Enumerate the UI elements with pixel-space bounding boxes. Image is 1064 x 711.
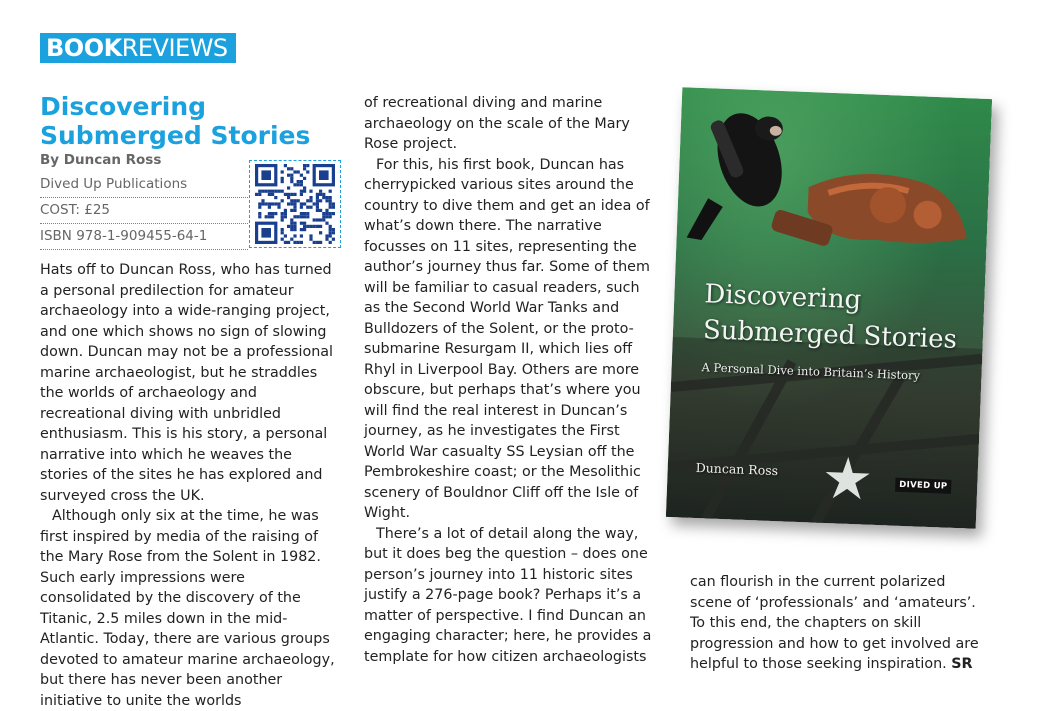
section-banner-light: REVIEWS: [121, 34, 228, 62]
column-1: [40, 260, 340, 711]
qr-code-icon: [255, 164, 335, 244]
isbn: ISBN 978-1-909455-64-1: [40, 224, 248, 250]
paragraph-4: There’s a lot of detail along the way, but it does beg the question – does one person’s journey into 11 historic sites justify a 276-page book? Perhaps it’s a matter of perspective. I find Duncan an engaging character; here, he provides a template for how citizen archaeologists: [364, 525, 652, 665]
section-banner: [40, 33, 236, 63]
column-2: [364, 93, 654, 667]
paragraph-2: Although only six at the time, he was first inspired by media of the raising of the Mary Rose from the Solent in 1982. Such early impressions were consolidated by the discovery of the Titanic, 2.5 miles down in the mid-Atlantic. Today, there are various groups devoted to amateur marine archaeology, but there has never been another initiative to unite the worlds: [40, 508, 335, 709]
book-cover-author: Duncan Ross: [695, 460, 779, 479]
book-cover-image: [666, 87, 992, 529]
paragraph-3: For this, his first book, Duncan has cherrypicked various sites around the country to dive them and get an idea of what’s down there. The narrative focusses on 11 sites, representing the author’s journey thus far. Some of them will be familiar to casual readers, such as the Second World War Tanks and Bulldozers of the Solent, or the proto-submarine Resurgam II, which lies off Rhyl in Liverpool Bay. Others are more obscure, but perhaps that’s where you will find the real interest in Duncan’s journey, as he investigates the First World War casualty SS Leysian off the Pembrokeshire coast; or the Mesolithic scenery of Bouldnor Cliff off the Isle of Wight.: [364, 156, 650, 521]
cost: COST: £25: [40, 198, 248, 224]
paragraph-2-continued: of recreational diving and marine archaeology on the scale of the Mary Rose project.: [364, 95, 630, 152]
paragraph-4-continued: can flourish in the current polarized scene of ‘professionals’ and ‘amateurs’. To this end, the chapters on skill progression and how to get involved are helpful to those seeking inspiration.: [690, 574, 979, 672]
review-title: Discovering Submerged Stories: [40, 92, 311, 150]
qr-code[interactable]: [249, 160, 341, 248]
book-meta: [40, 172, 248, 250]
column-3: [690, 572, 990, 675]
publisher-logo: DIVED UP: [895, 478, 952, 494]
publisher: Dived Up Publications: [40, 172, 248, 198]
book-cover-subtitle: A Personal Dive into Britain’s History: [701, 360, 921, 383]
byline: By Duncan Ross: [40, 152, 162, 168]
paragraph-1: Hats off to Duncan Ross, who has turned a personal predilection for amateur archaeology into a wide-ranging project, and one which shows no sign of slowing down. Duncan may not be a professional marine archaeologist, but he straddles the worlds of archaeology and recreational diving with unbridled enthusiasm. This is his story, a personal narrative into which he weaves the stories of the sites he has explored and surveyed cross the UK.: [40, 262, 334, 504]
book-cover-title: Discovering Submerged Stories: [702, 279, 958, 355]
reviewer-initials: SR: [951, 656, 973, 672]
section-banner-bold: BOOK: [46, 34, 122, 62]
